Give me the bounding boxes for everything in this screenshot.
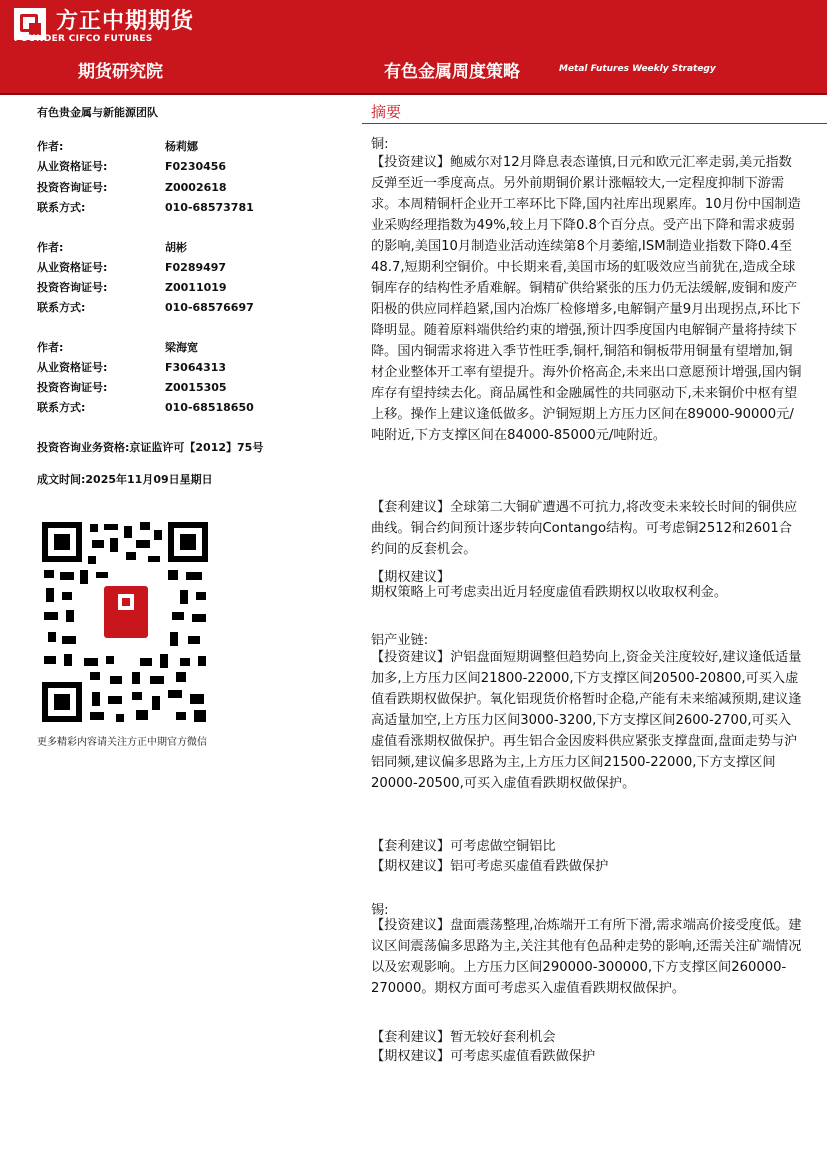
qualification-line: 投资咨询业务资格:京证监许可【2012】75号 — [37, 441, 264, 454]
summary-divider — [362, 123, 827, 124]
header-divider — [0, 93, 827, 95]
cert-row: 从业资格证号: F0289497 — [37, 261, 227, 274]
copper-option-advice: 期权策略上可考虑卖出近月轻度虚值看跌期权以收取权利金。 — [371, 585, 728, 600]
copper-invest-advice: 【投资建议】鲍威尔对12月降息表态谨慎,日元和欧元汇率走弱,美元指数反弹至近一季度高点。另外前期铜价累计涨幅较大,一定程度抑制下游需求。本周精铜杆企业开工率环比下降,国内社库出现累库。10月份中国制造业采购经理指数为49%,较上月下降0.8个百分点。受产出下降和需求疲弱的影响,美国10月制造业活动连续第8个月萎缩,ISM制造业指数下降0.4至48.7,短期利空铜价。中长期来看,美国市场的虹吸效应当前犹在,造成全球铜库存的结构性矛盾难解。铜精矿供给紧张的压力仍无法缓解,废铜和废产阳极的供应同样趋紧,国内冶炼厂检修增多,电解铜产量9月出现拐点,环比下降明显。随着原料端供给约束的增强,预计四季度国内电解铜产量将持续下降。国内铜需求将进入季节性旺季,铜杆,铜箔和铜板带用铜量有望增加,铜材企业整体开工率有望提升。海外价格高企,未来出口意愿预计增强,国内铜库存有望持续去化。商品属性和金融属性的共同驱动下,未来铜价中枢有望上移。操作上建议逢低做多。沪铜短期上方压力区间在89000-90000元/吨附近,下方支撑区间在84000-85000元/吨附近。 — [371, 155, 802, 443]
tin-option-advice: 【期权建议】可考虑买虚值看跌做保护 — [371, 1049, 596, 1064]
report-header — [0, 0, 827, 93]
consult-row: 投资咨询证号: Z0011019 — [37, 281, 227, 294]
tin-arbitrage-advice: 【套利建议】暂无较好套利机会 — [371, 1030, 556, 1045]
author-row: 作者: 胡彬 — [37, 241, 187, 254]
copper-option-label: 【期权建议】 — [371, 570, 451, 585]
aluminum-invest-advice: 【投资建议】沪铝盘面短期调整但趋势向上,资金关注度较好,建议逢低适量加多,上方压力区间21800-22000,下方支撑区间20500-20800,可买入虚值看跌期权做保护。氧化铝现货价格暂时企稳,产能有未来缩减预期,建议逢高适量加空,上方压力区间3000-3200,下方支撑区间2600-2700,可买入虚值看涨期权做保护。再生铝合金因废料供应紧张支撑盘面,盘面走势与沪铝同频,建议偏多思路为主,上方压力区间21500-22000,下方支撑区间20000-20500,可买入虚值看跌期权做保护。 — [371, 650, 802, 791]
summary-title: 摘要 — [371, 103, 402, 121]
author-row: 作者: 梁海宽 — [37, 341, 198, 354]
aluminum-arbitrage-advice: 【套利建议】可考虑做空铜铝比 — [371, 839, 556, 854]
contact-row: 联系方式: 010-68518650 — [37, 401, 254, 414]
copper-arbitrage-advice: 【套利建议】全球第二大铜矿遭遇不可抗力,将改变未来较长时间的铜供应曲线。铜合约间预计逐步转向Contango结构。可考虑铜2512和2601合约间的反套机会。 — [371, 500, 798, 557]
team-name: 有色贵金属与新能源团队 — [37, 106, 158, 119]
cert-row: 从业资格证号: F0230456 — [37, 160, 227, 173]
consult-row: 投资咨询证号: Z0002618 — [37, 181, 227, 194]
brand-name-en: FOUNDER CIFCO FUTURES — [14, 34, 153, 44]
report-title: 有色金属周度策略 — [384, 62, 520, 82]
copper-heading: 铜: — [371, 137, 389, 152]
consult-row: 投资咨询证号: Z0015305 — [37, 381, 227, 394]
institute-name: 期货研究院 — [78, 62, 163, 82]
tin-heading: 锡: — [371, 903, 389, 918]
aluminum-option-advice: 【期权建议】铝可考虑买虚值看跌做保护 — [371, 859, 609, 874]
qr-caption: 更多精彩内容请关注方正中期官方微信 — [37, 737, 207, 748]
report-title-en: Metal Futures Weekly Strategy — [559, 64, 716, 74]
report-date: 成文时间:2025年11月09日星期日 — [37, 473, 213, 486]
contact-row: 联系方式: 010-68573781 — [37, 201, 254, 214]
aluminum-heading: 铝产业链: — [371, 633, 429, 648]
author-row: 作者: 杨莉娜 — [37, 140, 198, 153]
brand-name-cn: 方正中期期货 — [56, 9, 195, 34]
tin-invest-advice: 【投资建议】盘面震荡整理,冶炼端开工有所下滑,需求端高价接受度低。建议区间震荡偏多思路为主,关注其他有色品种走势的影响,还需关注矿端情况以及宏观影响。上方压力区间290000-300000,下方支撑区间260000-270000。期权方面可考虑买入虚值看跌期权做保护。 — [371, 918, 802, 996]
contact-row: 联系方式: 010-68576697 — [37, 301, 254, 314]
cert-row: 从业资格证号: F3064313 — [37, 361, 227, 374]
wechat-qr-code — [40, 520, 210, 725]
